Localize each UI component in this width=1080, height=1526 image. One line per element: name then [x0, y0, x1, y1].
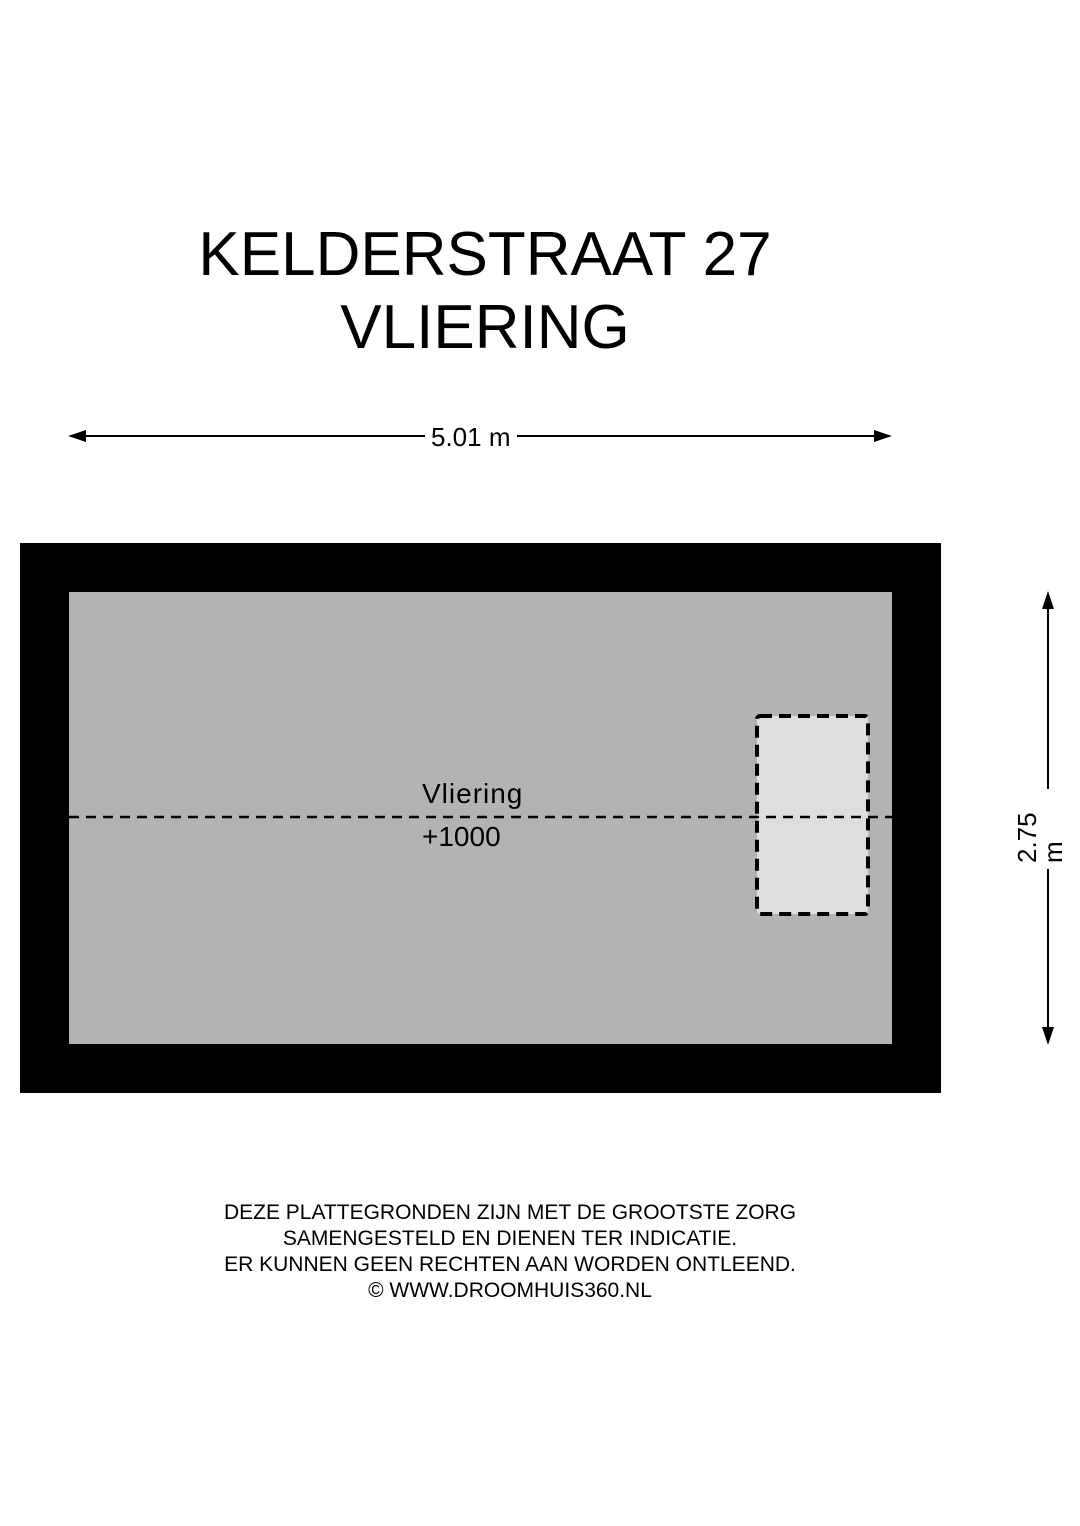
room-level: +1000 — [422, 821, 501, 852]
plan-title-floor: VLIERING — [340, 293, 630, 362]
disclaimer-line: ER KUNNEN GEEN RECHTEN AAN WORDEN ONTLEEND. — [224, 1253, 796, 1276]
attic-hatch — [757, 716, 868, 914]
copyright-line: © WWW.DROOMHUIS360.NL — [368, 1279, 652, 1302]
disclaimer — [0, 1200, 1020, 1304]
plan-title-address: KELDERSTRAAT 27 — [198, 220, 772, 289]
disclaimer-line: DEZE PLATTEGRONDEN ZIJN MET DE GROOTSTE ZORG — [223, 1201, 797, 1224]
width-label: 5.01 m — [425, 424, 517, 450]
room-name: Vliering — [422, 778, 524, 809]
disclaimer-line: SAMENGESTELD EN DIENEN TER INDICATIE. — [282, 1227, 738, 1250]
depth-label: 2.75 m — [1014, 789, 1066, 869]
